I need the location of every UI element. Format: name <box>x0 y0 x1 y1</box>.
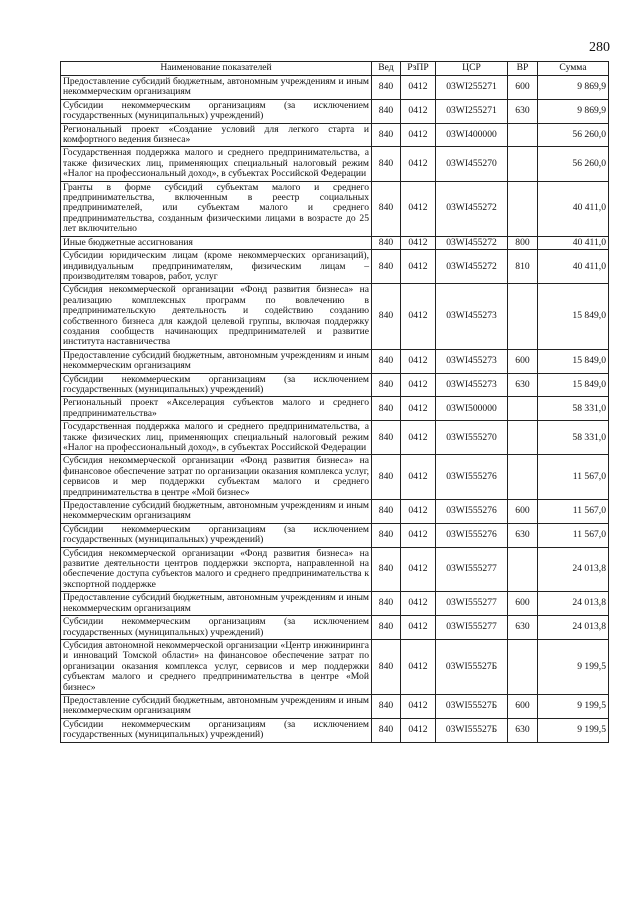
table-header-row <box>61 62 609 76</box>
cell-vr: 600 <box>508 694 538 718</box>
cell-ved: 840 <box>372 236 401 249</box>
cell-csr: 03WI555276 <box>436 523 508 547</box>
cell-csr: 03WI255271 <box>436 76 508 100</box>
header-csr: ЦСР <box>436 62 508 76</box>
cell-csr: 03WI455273 <box>436 284 508 349</box>
cell-rzpr: 0412 <box>401 592 436 616</box>
cell-rzpr: 0412 <box>401 99 436 123</box>
table-row <box>61 147 609 181</box>
table-row <box>61 236 609 249</box>
cell-sum: 40 411,0 <box>538 236 609 249</box>
cell-sum: 11 567,0 <box>538 500 609 524</box>
cell-ved: 840 <box>372 547 401 592</box>
cell-name: Субсидия некоммерческой организации «Фонд развития бизнеса» на финансовое обеспечение затрат по организации оказания комплекса услуг, сервисов и мер поддержки субъектам малого и среднего предпринимательства в центре «Мой бизнес» <box>61 455 372 500</box>
cell-name: Предоставление субсидий бюджетным, автономным учреждениям и иным некоммерческим организациям <box>61 500 372 524</box>
cell-name: Предоставление субсидий бюджетным, автономным учреждениям и иным некоммерческим организациям <box>61 592 372 616</box>
cell-sum: 58 331,0 <box>538 421 609 455</box>
cell-vr <box>508 284 538 349</box>
table-body <box>61 76 609 743</box>
cell-csr: 03WI255271 <box>436 99 508 123</box>
cell-sum: 40 411,0 <box>538 181 609 236</box>
cell-rzpr: 0412 <box>401 500 436 524</box>
cell-vr: 800 <box>508 236 538 249</box>
cell-rzpr: 0412 <box>401 181 436 236</box>
cell-vr: 630 <box>508 373 538 397</box>
cell-csr: 03WI555277 <box>436 616 508 640</box>
cell-name: Предоставление субсидий бюджетным, автономным учреждениям и иным некоммерческим организациям <box>61 349 372 373</box>
cell-vr <box>508 397 538 421</box>
cell-vr: 600 <box>508 500 538 524</box>
cell-csr: 03WI555276 <box>436 455 508 500</box>
cell-ved: 840 <box>372 284 401 349</box>
cell-rzpr: 0412 <box>401 421 436 455</box>
table-row <box>61 718 609 742</box>
table-row <box>61 349 609 373</box>
cell-name: Субсидия некоммерческой организации «Фонд развития бизнеса» на развитие деятельности центров поддержки экспорта, направленной на обеспечение доступа субъектов малого и среднего предпринимательства к экспортной поддержке <box>61 547 372 592</box>
table-row <box>61 500 609 524</box>
cell-ved: 840 <box>372 421 401 455</box>
cell-csr: 03WI555277 <box>436 547 508 592</box>
cell-vr <box>508 147 538 181</box>
cell-vr: 600 <box>508 349 538 373</box>
cell-rzpr: 0412 <box>401 76 436 100</box>
cell-sum: 58 331,0 <box>538 397 609 421</box>
cell-ved: 840 <box>372 455 401 500</box>
table-row <box>61 694 609 718</box>
cell-sum: 9 869,9 <box>538 76 609 100</box>
cell-rzpr: 0412 <box>401 123 436 147</box>
cell-vr <box>508 123 538 147</box>
cell-ved: 840 <box>372 181 401 236</box>
cell-rzpr: 0412 <box>401 455 436 500</box>
cell-sum: 24 013,8 <box>538 616 609 640</box>
cell-name: Гранты в форме субсидий субъектам малого и среднего предпринимательства, включенным в реестр социальных предпринимателей, или субъектам малого и среднего предпринимательства, созданным физическими лицами в возрасте до 25 лет включительно <box>61 181 372 236</box>
cell-rzpr: 0412 <box>401 397 436 421</box>
cell-name: Субсидии юридическим лицам (кроме некоммерческих организаций), индивидуальным предпринимателям, физическим лицам – производителям товаров, работ, услуг <box>61 250 372 284</box>
cell-name: Субсидии некоммерческим организациям (за исключением государственных (муниципальных) учреждений) <box>61 373 372 397</box>
cell-sum: 40 411,0 <box>538 250 609 284</box>
cell-csr: 03WI455270 <box>436 147 508 181</box>
cell-sum: 9 199,5 <box>538 718 609 742</box>
page-number: 280 <box>589 40 610 55</box>
cell-csr: 03WI400000 <box>436 123 508 147</box>
table-row <box>61 455 609 500</box>
header-rzpr: РзПР <box>401 62 436 76</box>
cell-name: Государственная поддержка малого и среднего предпринимательства, а также физических лиц, применяющих специальный налоговый режим «Налог на профессиональный доход», в субъектах Российской Федерации <box>61 421 372 455</box>
table-row <box>61 523 609 547</box>
budget-table <box>60 61 609 743</box>
cell-rzpr: 0412 <box>401 694 436 718</box>
cell-name: Региональный проект «Создание условий для легкого старта и комфортного ведения бизнеса» <box>61 123 372 147</box>
cell-rzpr: 0412 <box>401 147 436 181</box>
header-sum: Сумма <box>538 62 609 76</box>
cell-ved: 840 <box>372 694 401 718</box>
cell-csr: 03WI455273 <box>436 373 508 397</box>
table-row <box>61 592 609 616</box>
table-row <box>61 284 609 349</box>
cell-ved: 840 <box>372 349 401 373</box>
cell-vr <box>508 547 538 592</box>
cell-ved: 840 <box>372 250 401 284</box>
cell-csr: 03WI455272 <box>436 236 508 249</box>
cell-ved: 840 <box>372 592 401 616</box>
cell-vr <box>508 639 538 694</box>
cell-sum: 11 567,0 <box>538 455 609 500</box>
cell-vr: 600 <box>508 592 538 616</box>
cell-sum: 56 260,0 <box>538 123 609 147</box>
cell-sum: 9 199,5 <box>538 694 609 718</box>
table-row <box>61 76 609 100</box>
cell-ved: 840 <box>372 718 401 742</box>
cell-name: Субсидии некоммерческим организациям (за исключением государственных (муниципальных) учреждений) <box>61 523 372 547</box>
cell-vr: 600 <box>508 76 538 100</box>
cell-ved: 840 <box>372 99 401 123</box>
header-vr: ВР <box>508 62 538 76</box>
cell-sum: 24 013,8 <box>538 592 609 616</box>
cell-vr <box>508 421 538 455</box>
header-name: Наименование показателей <box>61 62 372 76</box>
table-row <box>61 397 609 421</box>
cell-name: Субсидии некоммерческим организациям (за исключением государственных (муниципальных) учреждений) <box>61 718 372 742</box>
cell-vr <box>508 455 538 500</box>
cell-name: Предоставление субсидий бюджетным, автономным учреждениям и иным некоммерческим организациям <box>61 694 372 718</box>
cell-vr: 630 <box>508 616 538 640</box>
cell-rzpr: 0412 <box>401 718 436 742</box>
cell-csr: 03WI555270 <box>436 421 508 455</box>
table-row <box>61 639 609 694</box>
table-row <box>61 547 609 592</box>
table-row <box>61 123 609 147</box>
cell-rzpr: 0412 <box>401 547 436 592</box>
cell-vr: 630 <box>508 99 538 123</box>
cell-sum: 15 849,0 <box>538 284 609 349</box>
cell-name: Субсидии некоммерческим организациям (за исключением государственных (муниципальных) учреждений) <box>61 616 372 640</box>
table-row <box>61 250 609 284</box>
cell-ved: 840 <box>372 147 401 181</box>
cell-rzpr: 0412 <box>401 373 436 397</box>
cell-name: Государственная поддержка малого и среднего предпринимательства, а также физических лиц, применяющих специальный налоговый режим «Налог на профессиональный доход», в субъектах Российской Федерации <box>61 147 372 181</box>
cell-csr: 03WI455272 <box>436 181 508 236</box>
cell-csr: 03WI455273 <box>436 349 508 373</box>
cell-ved: 840 <box>372 639 401 694</box>
cell-sum: 11 567,0 <box>538 523 609 547</box>
cell-csr: 03WI555277 <box>436 592 508 616</box>
cell-ved: 840 <box>372 523 401 547</box>
cell-sum: 24 013,8 <box>538 547 609 592</box>
cell-sum: 15 849,0 <box>538 349 609 373</box>
cell-rzpr: 0412 <box>401 250 436 284</box>
cell-name: Субсидии некоммерческим организациям (за исключением государственных (муниципальных) учреждений) <box>61 99 372 123</box>
cell-vr <box>508 181 538 236</box>
table-row <box>61 99 609 123</box>
header-ved: Вед <box>372 62 401 76</box>
cell-csr: 03WI455272 <box>436 250 508 284</box>
cell-name: Иные бюджетные ассигнования <box>61 236 372 249</box>
cell-ved: 840 <box>372 616 401 640</box>
cell-sum: 9 199,5 <box>538 639 609 694</box>
cell-vr: 630 <box>508 523 538 547</box>
cell-sum: 15 849,0 <box>538 373 609 397</box>
cell-rzpr: 0412 <box>401 284 436 349</box>
cell-rzpr: 0412 <box>401 616 436 640</box>
cell-rzpr: 0412 <box>401 236 436 249</box>
cell-ved: 840 <box>372 373 401 397</box>
cell-name: Предоставление субсидий бюджетным, автономным учреждениям и иным некоммерческим организациям <box>61 76 372 100</box>
cell-rzpr: 0412 <box>401 639 436 694</box>
table-row <box>61 616 609 640</box>
cell-csr: 03WI500000 <box>436 397 508 421</box>
cell-rzpr: 0412 <box>401 523 436 547</box>
cell-ved: 840 <box>372 123 401 147</box>
cell-rzpr: 0412 <box>401 349 436 373</box>
cell-name: Региональный проект «Акселерация субъектов малого и среднего предпринимательства» <box>61 397 372 421</box>
table-row <box>61 181 609 236</box>
cell-name: Субсидия некоммерческой организации «Фонд развития бизнеса» на реализацию комплексных программ по вовлечению в предпринимательскую деятельность и содействию созданию собственного бизнеса для каждой целевой группы, включая поддержку создания сообществ начинающих предпринимателей и развитие института наставничества <box>61 284 372 349</box>
cell-csr: 03WI55527Б <box>436 718 508 742</box>
table-row <box>61 421 609 455</box>
cell-csr: 03WI55527Б <box>436 639 508 694</box>
cell-vr: 810 <box>508 250 538 284</box>
table-row <box>61 373 609 397</box>
cell-vr: 630 <box>508 718 538 742</box>
cell-ved: 840 <box>372 76 401 100</box>
cell-name: Субсидия автономной некоммерческой организации «Центр инжиниринга и инноваций Томской области» на финансовое обеспечение затрат по организации оказания комплекса услуг, сервисов и мер поддержки субъектам малого и среднего предпринимательства в центре «Мой бизнес» <box>61 639 372 694</box>
cell-ved: 840 <box>372 500 401 524</box>
cell-sum: 9 869,9 <box>538 99 609 123</box>
cell-sum: 56 260,0 <box>538 147 609 181</box>
cell-ved: 840 <box>372 397 401 421</box>
cell-csr: 03WI555276 <box>436 500 508 524</box>
cell-csr: 03WI55527Б <box>436 694 508 718</box>
